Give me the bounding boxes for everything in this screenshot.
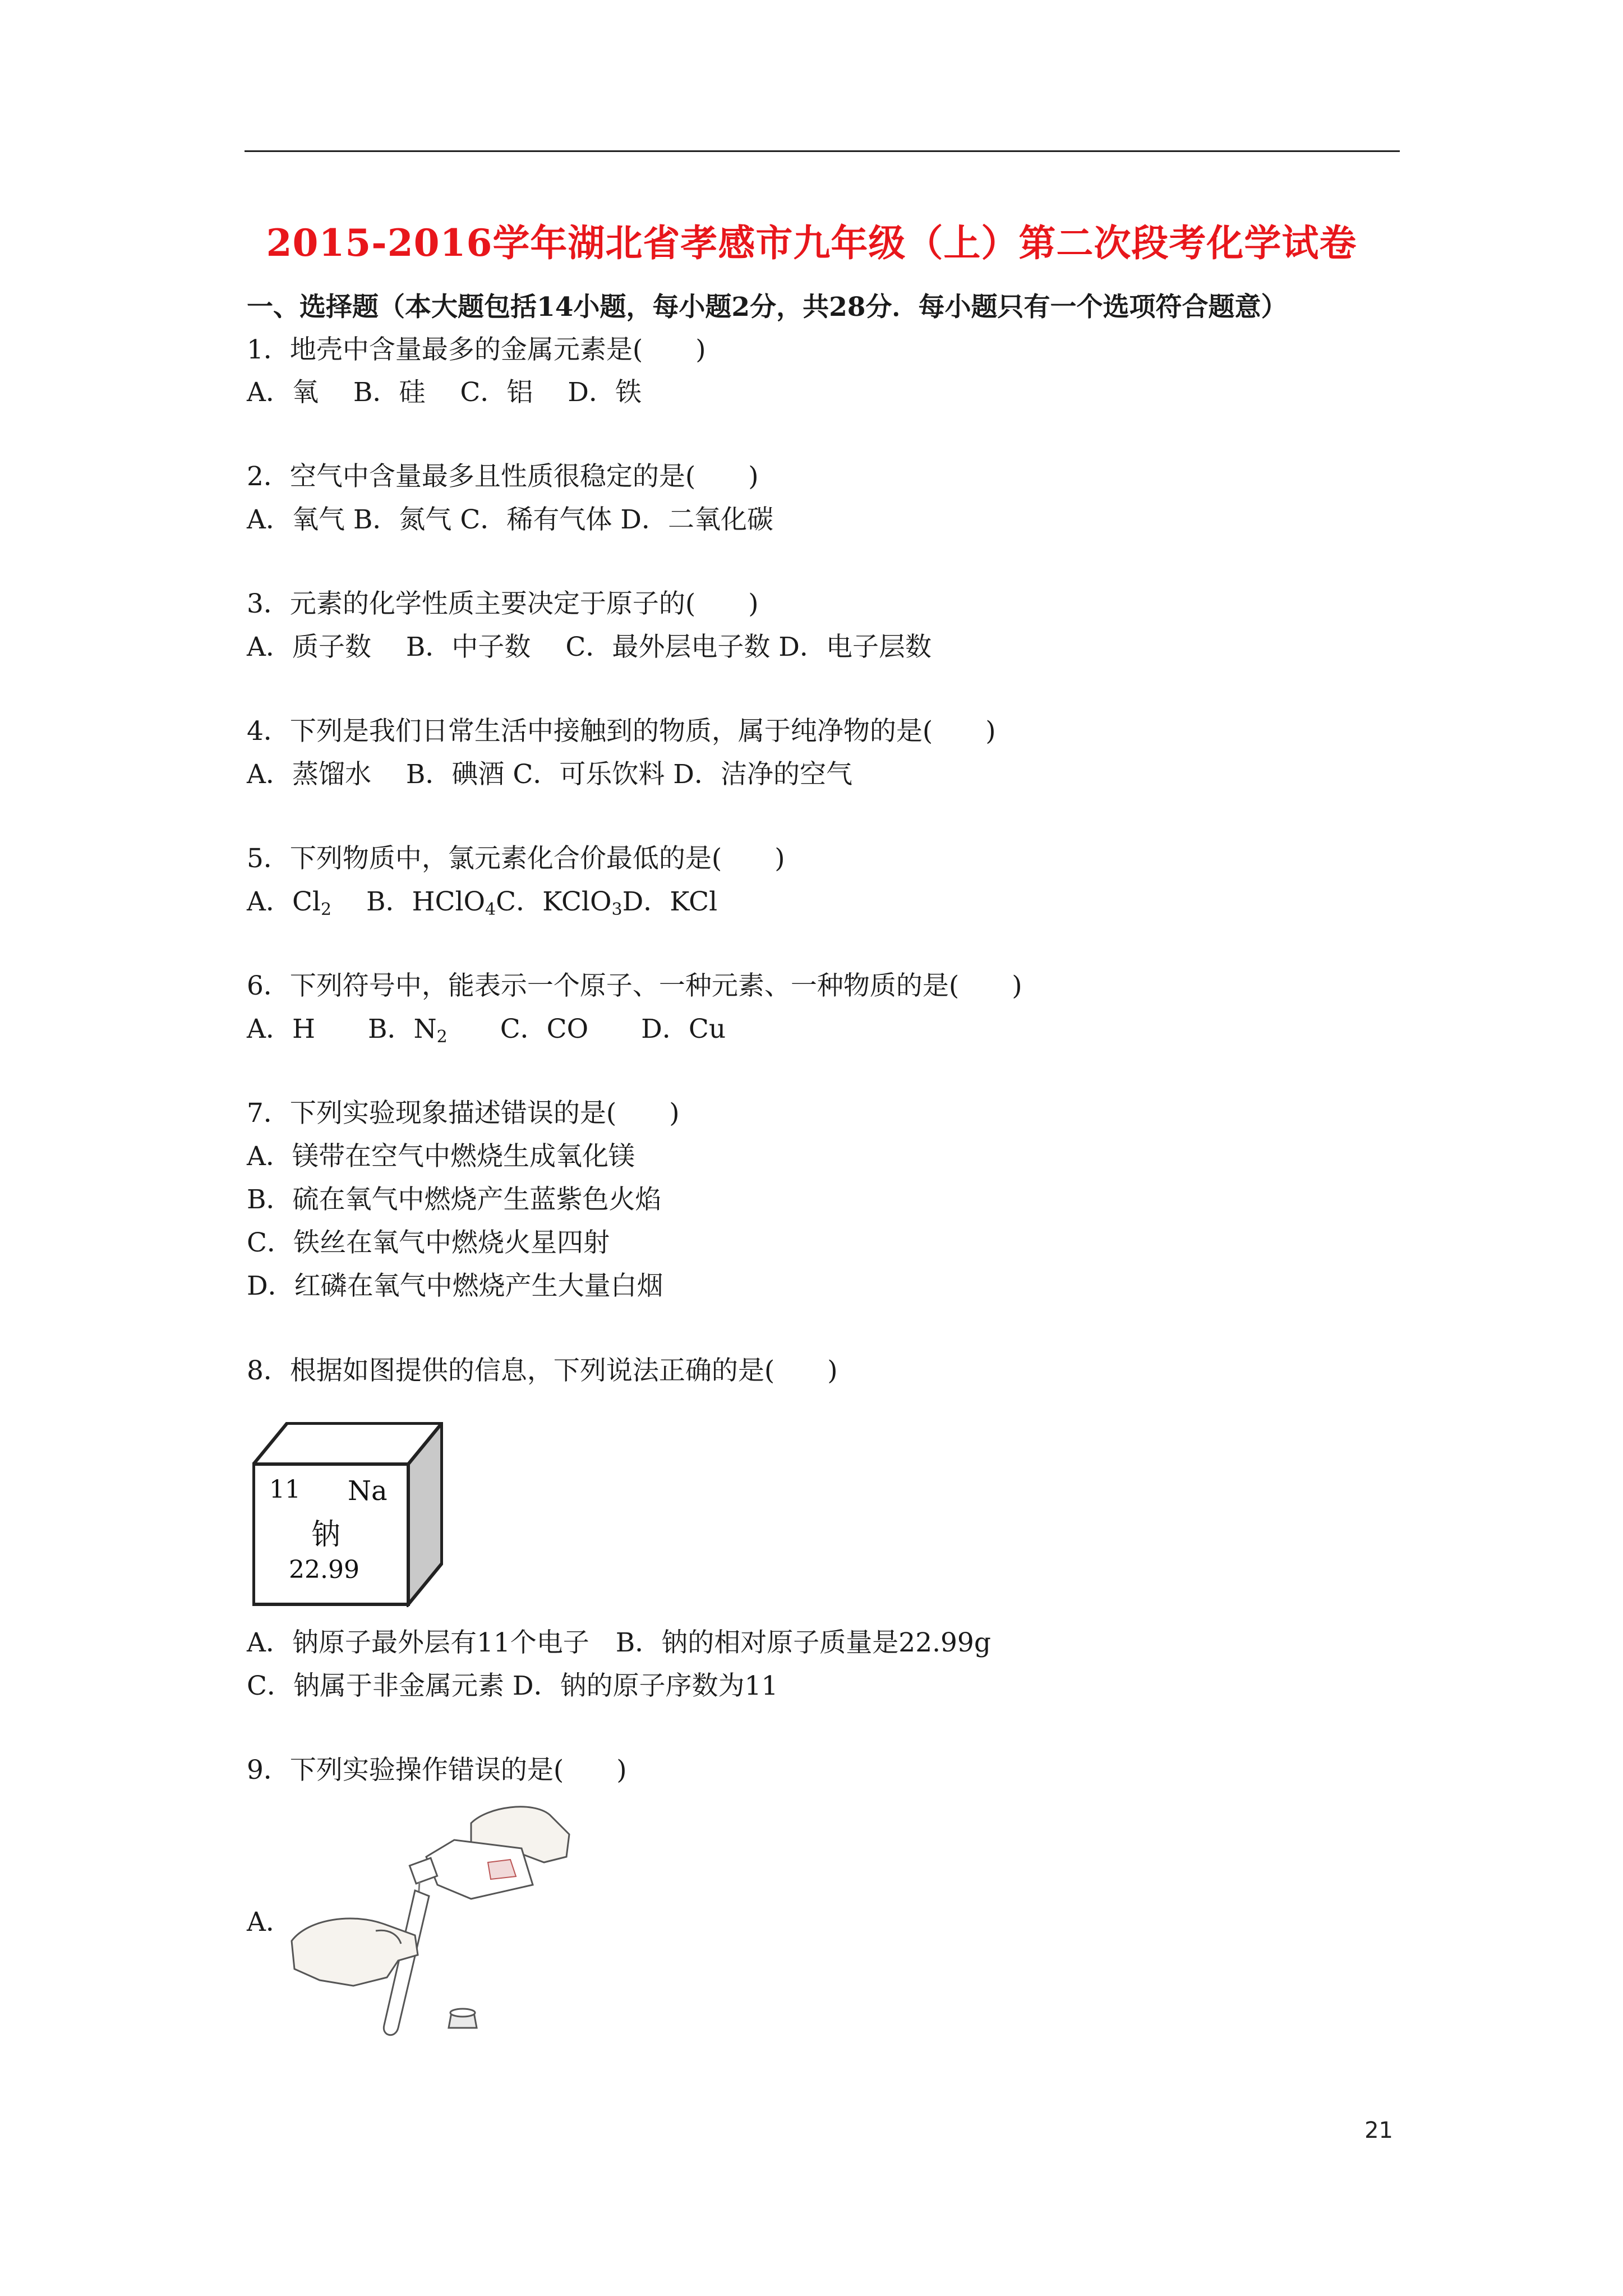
pouring-reagent-icon xyxy=(286,1801,578,2036)
question-9-stem: 9．下列实验操作错误的是( ) xyxy=(247,1755,627,1786)
header-rule xyxy=(245,150,1400,152)
question-3-stem: 3．元素的化学性质主要决定于原子的( ) xyxy=(247,588,759,619)
question-7-option-c: C．铁丝在氧气中燃烧火星四射 xyxy=(247,1227,610,1258)
question-2-stem: 2．空气中含量最多且性质很稳定的是( ) xyxy=(247,461,759,492)
question-4-options: A．蒸馏水 B．碘酒 C．可乐饮料 D．洁净的空气 xyxy=(247,759,852,790)
option-b: B．HClO xyxy=(366,886,486,917)
question-7-option-b: B．硫在氧气中燃烧产生蓝紫色火焰 xyxy=(247,1184,662,1215)
subscript: 4 xyxy=(485,900,496,919)
option-d: D．Cu xyxy=(641,1014,726,1045)
question-7-stem: 7．下列实验现象描述错误的是( ) xyxy=(247,1098,680,1129)
option-b: B．N xyxy=(367,1014,437,1045)
question-6-stem: 6．下列符号中，能表示一个原子、一种元素、一种物质的是( ) xyxy=(247,970,1022,1001)
question-7-option-d: D．红磷在氧气中燃烧产生大量白烟 xyxy=(247,1271,663,1301)
question-1-options: A．氧 B．硅 C．铝 D．铁 xyxy=(247,377,642,408)
question-8-stem: 8．根据如图提供的信息，下列说法正确的是( ) xyxy=(247,1355,838,1386)
sodium-element-figure xyxy=(252,1422,443,1607)
question-3-options: A．质子数 B．中子数 C．最外层电子数 D．电子层数 xyxy=(247,632,932,662)
question-5-stem: 5．下列物质中，氯元素化合价最低的是( ) xyxy=(247,843,785,874)
page-number: 21 xyxy=(1364,2118,1393,2143)
element-symbol: Na xyxy=(348,1475,388,1507)
question-2-options: A．氧气 B．氮气 C．稀有气体 D．二氧化碳 xyxy=(247,504,773,535)
question-9-option-a-label: A． xyxy=(247,1907,292,1938)
pouring-liquid-illustration xyxy=(286,1801,578,2036)
page-title: 2015-2016学年湖北省孝感市九年级（上）第二次段考化学试卷 xyxy=(266,221,1357,265)
option-d: D．KCl xyxy=(622,886,718,917)
element-name: 钠 xyxy=(311,1518,341,1552)
subscript: 2 xyxy=(436,1027,448,1047)
question-1-stem: 1．地壳中含量最多的金属元素是( ) xyxy=(247,334,706,365)
question-5-options xyxy=(247,886,718,919)
question-8-option-ab: A．钠原子最外层有11个电子 B．钠的相对原子质量是22.99g xyxy=(247,1627,991,1658)
option-c: C．KClO xyxy=(496,886,612,917)
atomic-number: 11 xyxy=(269,1475,301,1504)
question-4-stem: 4．下列是我们日常生活中接触到的物质，属于纯净物的是( ) xyxy=(247,716,996,747)
section-heading: 一、选择题（本大题包括14小题，每小题2分，共28分．每小题只有一个选项符合题意） xyxy=(247,292,1288,323)
subscript: 3 xyxy=(611,900,623,919)
subscript: 2 xyxy=(320,900,332,919)
option-a: A．H xyxy=(247,1014,315,1045)
option-a: A．Cl xyxy=(247,886,321,917)
question-6-options xyxy=(247,1016,726,1046)
question-8-option-cd: C．钠属于非金属元素 D．钠的原子序数为11 xyxy=(247,1671,778,1701)
option-c: C．CO xyxy=(500,1014,589,1045)
atomic-mass: 22.99 xyxy=(289,1556,359,1584)
question-7-option-a: A．镁带在空气中燃烧生成氧化镁 xyxy=(247,1141,635,1172)
